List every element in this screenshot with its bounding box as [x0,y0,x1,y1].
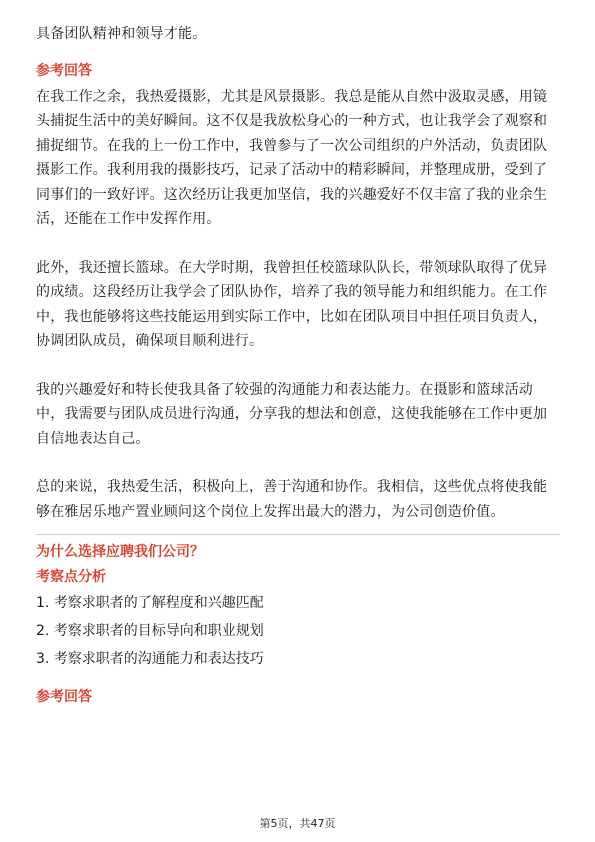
reference-answer-label-2: 参考回答 [36,689,92,705]
spacer [36,47,560,61]
paragraph-line: 活，还能在工作中发挥作用。 [36,211,221,227]
question-title: 为什么选择应聘我们公司？ [36,544,204,560]
page-number: 第5页，共47页 [259,817,336,830]
paragraph-line: 我的兴趣爱好和特长使我具备了较强的沟通能力和表达能力。在摄影和篮球活动 [36,381,533,398]
answer-paragraph-2 [36,256,560,354]
paragraph-line: 中，我需要与团队成员进行沟通，分享我的想法和创意，这使我能够在工作中更加 [36,406,548,422]
analysis-label: 考察点分析 [36,569,106,585]
spacer [36,451,560,475]
list-item: 2. 考察求职者的目标导向和职业规划 [36,623,264,639]
paragraph-line: 的成绩。这段经历让我学会了团队协作，培养了我的领导能力和组织能力。在工作 [36,284,548,300]
paragraph-line: 此外，我还擅长篮球。在大学时期，我曾担任校篮球队队长，带领球队取得了优异 [36,259,548,276]
list-item: 1. 考察求职者的了解程度和兴趣匹配 [36,595,264,611]
paragraph-line: 中，我也能够将这些技能运用到实际工作中，比如在团队项目中担任项目负责人， [36,308,548,325]
paragraph-line: 协调团队成员，确保项目顺利进行。 [36,333,264,349]
paragraph-line: 捕捉细节。在我的上一份工作中，我曾参与了一次公司组织的户外活动，负责团队 [36,137,548,154]
analysis-points-list [36,589,560,673]
answer-paragraph-1 [36,85,560,232]
spacer [36,354,560,378]
paragraph-line: 摄影工作。我利用我的摄影技巧，记录了活动中的精彩瞬间，并整理成册，受到了 [36,162,548,178]
page-content [36,22,560,707]
intro-line: 具备团队精神和领导才能。 [36,26,207,42]
answer-paragraph-3 [36,378,560,452]
paragraph-line: 同事们的一致好评。这次经历让我更加坚信，我的兴趣爱好不仅丰富了我的业余生 [36,186,548,203]
paragraph-line: 头捕捉生活中的美好瞬间。这不仅是我放松身心的一种方式，也让我学会了观察和 [36,113,548,129]
paragraph-line: 总的来说，我热爱生活，积极向上，善于沟通和协作。我相信，这些优点将使我能 [36,479,548,495]
paragraph-line: 在我工作之余，我热爱摄影，尤其是风景摄影。我总是能从自然中汲取灵感，用镜 [36,88,548,105]
paragraph-line: 够在雅居乐地产置业顾问这个岗位上发挥出最大的潜力，为公司创造价值。 [36,503,505,520]
spacer [36,232,560,256]
section-divider [36,534,560,535]
answer-paragraph-4 [36,475,560,524]
reference-answer-label: 参考回答 [36,62,92,79]
paragraph-line: 自信地表达自己。 [36,430,150,447]
list-item: 3. 考察求职者的沟通能力和表达技巧 [36,651,264,667]
page-footer [0,815,595,831]
